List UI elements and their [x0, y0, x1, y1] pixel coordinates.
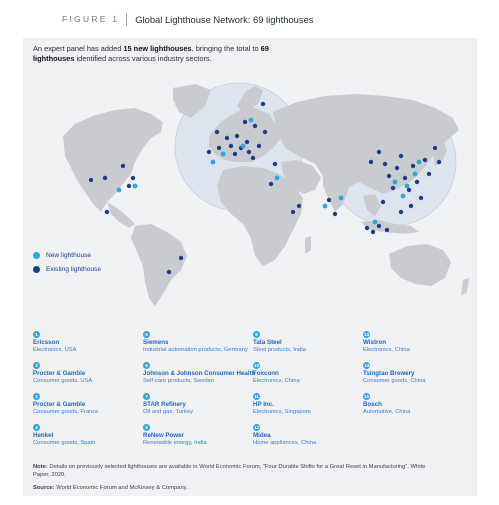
existing-lighthouse-marker: [251, 156, 255, 160]
lighthouse-entry: [33, 362, 141, 386]
existing-lighthouse-marker: [121, 164, 125, 168]
new-lighthouse-marker: [249, 118, 254, 123]
source-text: World Economic Forum and McKinsey & Company.: [54, 485, 188, 491]
entry-sector: Steel products, India: [253, 347, 306, 353]
entry-number-badge: 7: [143, 393, 150, 400]
existing-lighthouse-marker: [395, 166, 399, 170]
existing-lighthouse-marker: [217, 146, 221, 150]
new-lighthouse-list: [33, 331, 473, 456]
entry-company: Ericsson: [33, 339, 60, 346]
existing-lighthouse-marker: [127, 184, 131, 188]
new-lighthouse-marker: [401, 194, 406, 199]
existing-lighthouse-marker: [383, 162, 387, 166]
lighthouse-entry: [363, 393, 471, 417]
madagascar: [305, 236, 311, 254]
lighthouse-entry: [253, 331, 361, 355]
lighthouse-entry: [253, 393, 361, 417]
lighthouse-entry: [363, 331, 471, 355]
entry-number-badge: 11: [254, 394, 259, 399]
new-lighthouse-marker: [323, 204, 328, 209]
entry-sector: Consumer goods, Spain: [33, 440, 96, 446]
figure-header: [62, 11, 313, 27]
lighthouse-entry: [253, 424, 361, 448]
entry-company: Procter & Gamble: [33, 370, 86, 377]
entry-number-badge: 1: [33, 331, 40, 338]
existing-lighthouse-marker: [371, 230, 375, 234]
existing-lighthouse-marker: [437, 160, 441, 164]
existing-lighthouse-swatch: [33, 266, 40, 273]
source-label: Source:: [33, 485, 55, 491]
entry-company: Wistron: [363, 339, 386, 346]
existing-lighthouse-marker: [423, 158, 427, 162]
figure-label: FIGURE 1: [62, 14, 120, 24]
existing-lighthouse-marker: [387, 174, 391, 178]
existing-lighthouse-marker: [433, 146, 437, 150]
legend-new-label: New lighthouse: [46, 251, 92, 259]
existing-lighthouse-marker: [89, 178, 93, 182]
existing-lighthouse-marker: [167, 270, 171, 274]
entry-number-badge: 14: [363, 363, 370, 368]
entry-sector: Electronics, USA: [33, 347, 77, 353]
new-lighthouse-marker: [241, 144, 246, 149]
entry-number-badge: 15: [363, 394, 370, 399]
entry-number-badge: 12: [253, 425, 260, 430]
intro-new-count: 15 new lighthouses: [123, 44, 192, 53]
south-america: [131, 224, 187, 306]
entry-sector: Industrial automation products, Germany: [143, 347, 248, 353]
new-lighthouse-marker: [117, 188, 122, 193]
lighthouse-entry: [143, 362, 256, 386]
source-line: [33, 485, 188, 491]
existing-lighthouse-marker: [273, 162, 277, 166]
entry-number-badge: 4: [33, 424, 40, 431]
entry-company: HP Inc.: [253, 401, 274, 408]
entry-sector: Consumer goods, China: [363, 378, 426, 384]
australia: [389, 244, 451, 286]
existing-lighthouse-marker: [407, 188, 411, 192]
new-lighthouse-marker: [405, 184, 410, 189]
central-america: [107, 202, 135, 228]
entry-sector: Electronics, China: [253, 378, 300, 384]
entry-sector: Electronics, Singapore: [253, 409, 311, 415]
existing-lighthouse-marker: [233, 152, 237, 156]
existing-lighthouse-marker: [229, 144, 233, 148]
existing-lighthouse-marker: [381, 200, 385, 204]
existing-lighthouse-marker: [261, 102, 265, 106]
entry-sector: Self-care products, Sweden: [143, 378, 215, 384]
entry-sector: Home appliances, China: [253, 440, 317, 446]
existing-lighthouse-marker: [243, 120, 247, 124]
existing-lighthouse-marker: [399, 154, 403, 158]
existing-lighthouse-marker: [377, 224, 381, 228]
existing-lighthouse-marker: [391, 186, 395, 190]
new-lighthouse-marker: [221, 152, 226, 157]
existing-lighthouse-marker: [415, 180, 419, 184]
existing-lighthouse-marker: [225, 136, 229, 140]
existing-lighthouse-marker: [333, 212, 337, 216]
new-lighthouse-marker: [211, 160, 216, 165]
entry-sector: Consumer goods, USA: [33, 378, 93, 384]
entry-company: Siemens: [143, 339, 169, 346]
new-lighthouse-marker: [339, 196, 344, 201]
existing-lighthouse-marker: [427, 172, 431, 176]
new-zealand: [461, 278, 469, 296]
existing-lighthouse-marker: [215, 130, 219, 134]
legend-existing: [33, 262, 101, 276]
existing-lighthouse-marker: [235, 134, 239, 138]
intro-part-1: An expert panel has added: [33, 44, 124, 53]
new-lighthouse-marker: [417, 160, 422, 165]
existing-lighthouse-marker: [365, 226, 369, 230]
footnote: [33, 463, 433, 479]
entry-sector: Consumer goods, France: [33, 409, 99, 415]
existing-lighthouse-marker: [419, 196, 423, 200]
new-lighthouse-swatch: [33, 252, 40, 259]
existing-lighthouse-marker: [263, 130, 267, 134]
existing-lighthouse-marker: [103, 176, 107, 180]
entry-number-badge: 3: [33, 393, 40, 400]
entry-company: Johnson & Johnson Consumer Health: [143, 370, 256, 377]
existing-lighthouse-marker: [399, 210, 403, 214]
entry-sector: Automotive, China: [363, 409, 411, 415]
lighthouse-entry: [363, 362, 471, 386]
entry-number-badge: 8: [143, 424, 150, 431]
existing-lighthouse-marker: [247, 150, 251, 154]
entry-company: Midea: [253, 432, 271, 439]
new-lighthouse-marker: [275, 176, 280, 181]
existing-lighthouse-marker: [409, 204, 413, 208]
lighthouse-entry: [143, 393, 251, 417]
lighthouse-entry: [33, 424, 141, 448]
existing-lighthouse-marker: [403, 176, 407, 180]
new-lighthouse-marker: [133, 184, 138, 189]
existing-lighthouse-marker: [327, 198, 331, 202]
entry-number-badge: 5: [143, 331, 150, 338]
existing-lighthouse-marker: [207, 150, 211, 154]
existing-lighthouse-marker: [385, 228, 389, 232]
entry-company: Tata Steel: [253, 339, 282, 346]
entry-number-badge: 13: [363, 332, 370, 337]
lighthouse-entry: [33, 393, 141, 417]
new-lighthouse-marker: [373, 220, 378, 225]
entry-number-badge: 2: [33, 362, 40, 369]
figure-title: Global Lighthouse Network: 69 lighthouses: [135, 13, 314, 25]
legend-existing-label: Existing lighthouse: [46, 265, 101, 273]
north-america: [63, 108, 163, 212]
header-divider: [126, 13, 127, 26]
existing-lighthouse-marker: [297, 204, 301, 208]
entry-company: Bosch: [363, 401, 382, 408]
entry-number-badge: 10: [253, 363, 260, 368]
intro-part-2: , bringing the total to: [191, 44, 261, 53]
existing-lighthouse-marker: [291, 210, 295, 214]
intro-text: [33, 44, 293, 64]
entry-company: STAR Refinery: [143, 401, 186, 408]
intro-total-count: 69 lighthouses: [33, 44, 269, 63]
existing-lighthouse-marker: [131, 176, 135, 180]
entry-company: ReNew Power: [143, 432, 184, 439]
entry-company: Foxconn: [253, 370, 279, 377]
existing-lighthouse-marker: [179, 256, 183, 260]
existing-lighthouse-marker: [105, 210, 109, 214]
lighthouse-entry: [143, 331, 251, 355]
new-lighthouse-marker: [393, 180, 398, 185]
intro-part-3: identified across various industry sectors.: [74, 54, 212, 63]
entry-sector: Electronics, China: [363, 347, 410, 353]
new-lighthouse-marker: [413, 172, 418, 177]
legend-new: [33, 248, 101, 262]
existing-lighthouse-marker: [245, 140, 249, 144]
existing-lighthouse-marker: [253, 124, 257, 128]
existing-lighthouse-marker: [269, 182, 273, 186]
existing-lighthouse-marker: [369, 160, 373, 164]
entry-company: Tsingtao Brewery: [363, 370, 415, 377]
note-text: Details on previously selected lighthouses are available in World Economic Forum, “Four Durable Shifts for a Great Reset in Manufacturing”, White Paper, 2020.: [33, 464, 426, 478]
lighthouse-entry: [143, 424, 251, 448]
existing-lighthouse-marker: [377, 150, 381, 154]
existing-lighthouse-marker: [257, 144, 261, 148]
note-label: Note:: [33, 464, 48, 470]
map-legend: [33, 248, 101, 276]
entry-company: Henkel: [33, 432, 54, 439]
entry-number-badge: 9: [253, 331, 260, 338]
existing-lighthouse-marker: [411, 164, 415, 168]
entry-sector: Oil and gas, Turkey: [143, 409, 193, 415]
entry-number-badge: 6: [143, 362, 150, 369]
lighthouse-entry: [33, 331, 141, 355]
lighthouse-entry: [253, 362, 361, 386]
entry-company: Procter & Gamble: [33, 401, 86, 408]
entry-sector: Renewable energy, India: [143, 440, 207, 446]
